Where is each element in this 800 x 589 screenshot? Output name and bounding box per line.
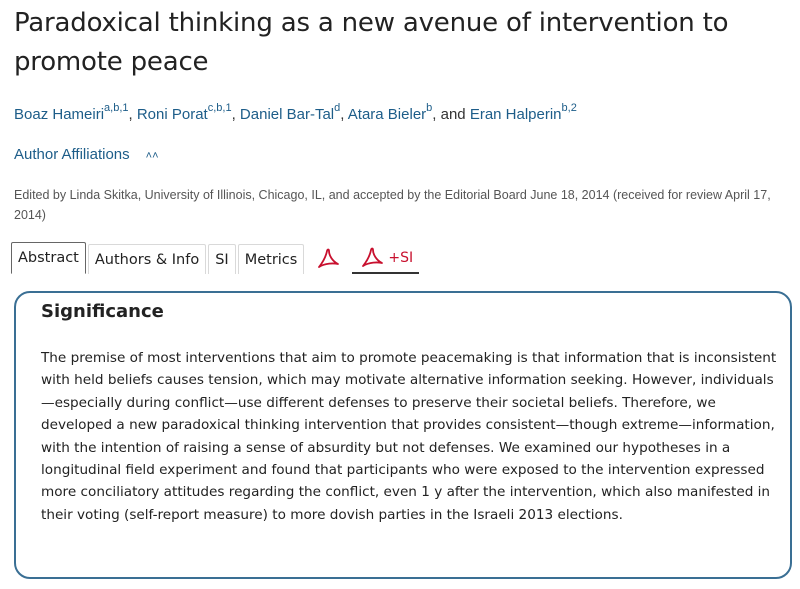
- author-affiliation-marks: a,b,1: [104, 102, 129, 114]
- author-separator: , and: [432, 106, 470, 123]
- author-link[interactable]: Daniel Bar-Tal: [239, 106, 335, 123]
- author-affiliations-label: Author Affiliations: [14, 146, 130, 163]
- author-affiliation-marks: b,2: [561, 102, 577, 114]
- tab-metrics-label: Metrics: [244, 251, 298, 268]
- author-affiliation-marks: d: [334, 102, 341, 114]
- tab-pdf-si[interactable]: [352, 244, 419, 274]
- chevron-up-icon: ˄˄: [145, 150, 159, 162]
- article-tabs: [11, 242, 421, 274]
- author-affiliation-marks: c,b,1: [207, 102, 232, 114]
- pdf-icon: [360, 247, 384, 269]
- author-list: [14, 96, 794, 129]
- tab-si-label: SI: [215, 251, 229, 268]
- author-separator: ,: [128, 106, 137, 123]
- significance-heading: Significance: [41, 301, 164, 322]
- significance-box: [14, 291, 792, 579]
- tab-si[interactable]: [208, 244, 235, 274]
- tab-pdf[interactable]: [306, 244, 350, 274]
- tab-metrics[interactable]: [238, 244, 305, 274]
- author-separator: ,: [340, 106, 348, 123]
- author-link[interactable]: Roni Porat: [136, 106, 208, 123]
- author-link[interactable]: Boaz Hameiri: [14, 106, 105, 123]
- edited-note: Edited by Linda Skitka, University of Illinois, Chicago, IL, and accepted by the Editorial Board June 18, 2014 (received for review April 17, 2014): [14, 188, 771, 222]
- tab-pdf-si-label: +SI: [388, 250, 414, 266]
- author-affiliations-toggle[interactable]: [14, 145, 159, 165]
- pdf-icon: [316, 248, 340, 270]
- significance-text: The premise of most interventions that aim to promote peacemaking is that information that is inconsistent with held beliefs causes tension, which may motivate alternative information seeking. However, individuals—especially during conflict—use different defenses to preserve their societal beliefs. Therefore, we developed a new paradoxical thinking intervention that provides consistent—though extreme—information, with the intention of raising a sense of absurdity but not defenses. We examined our hypotheses in a longitudinal field experiment and found that participants who were exposed to the intervention expressed more conciliatory attitudes regarding the conflict, even 1 y after the intervention, which also manifested in their voting (self-report measure) to more dovish parties in the Israeli 2013 elections.: [41, 350, 777, 523]
- tab-abstract[interactable]: [11, 242, 86, 274]
- tab-authors-info[interactable]: [88, 244, 206, 274]
- author-link[interactable]: Eran Halperin: [469, 106, 562, 123]
- author-link[interactable]: Atara Bieler: [347, 106, 427, 123]
- tab-authors-info-label: Authors & Info: [94, 251, 200, 268]
- author-affiliation-marks: b: [426, 102, 433, 114]
- tab-abstract-label: Abstract: [18, 250, 79, 266]
- author-separator: ,: [231, 106, 240, 123]
- article-title: Paradoxical thinking as a new avenue of intervention to promote peace: [14, 8, 729, 77]
